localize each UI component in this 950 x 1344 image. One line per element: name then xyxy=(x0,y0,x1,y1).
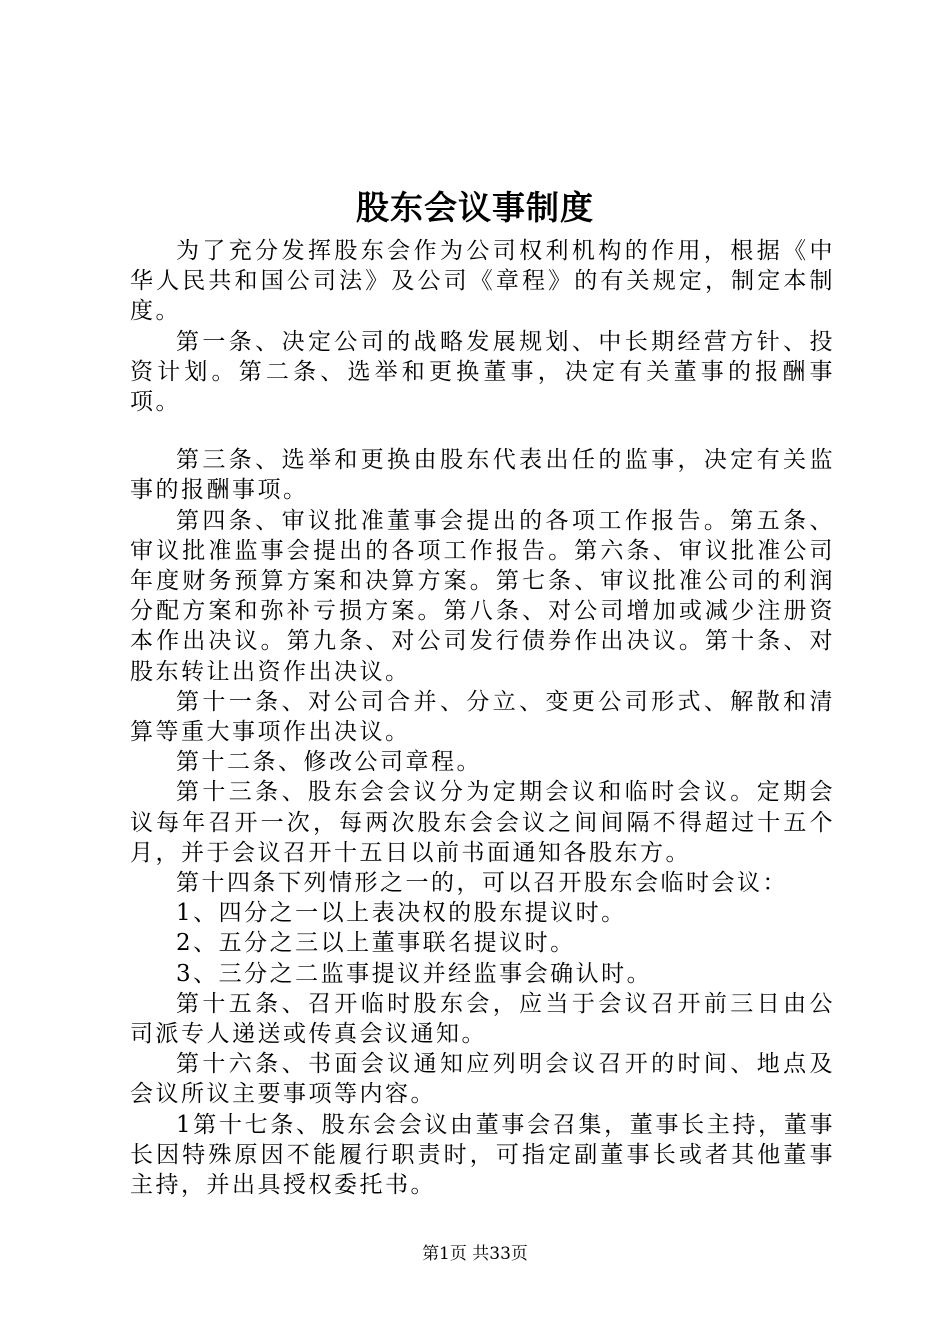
paragraph-article-12: 第十二条、修改公司章程。 xyxy=(176,749,482,776)
paragraph-article-15: 第十五条、召开临时股东会，应当于会议召开前三日由公司派专人递送或传真会议通知。 xyxy=(130,990,835,1048)
list-item-3: 3、三分之二监事提议并经监事会确认时。 xyxy=(176,960,653,987)
paragraph-article-17: 1第十七条、股东会会议由董事会召集，董事长主持，董事长因特殊原因不能履行职责时，可指定副董事长或者其他董事主持，并出具授权委托书。 xyxy=(130,1111,835,1199)
document-body xyxy=(130,236,835,1200)
paragraph-article-16: 第十六条、书面会议通知应列明会议召开的时间、地点及会议所议主要事项等内容。 xyxy=(130,1051,835,1108)
paragraph-article-14: 第十四条下列情形之一的，可以召开股东会临时会议： xyxy=(176,870,788,897)
paragraph-article-13: 第十三条、股东会会议分为定期会议和临时会议。定期会议每年召开一次，每两次股东会会议之间间隔不得超过十五个月，并于会议召开十五日以前书面通知各股东方。 xyxy=(130,779,835,866)
page-number-footer: 第1页 共33页 xyxy=(422,1244,528,1264)
document-title: 股东会议事制度 xyxy=(356,188,594,227)
list-item-2: 2、五分之三以上董事联名提议时。 xyxy=(176,930,576,957)
paragraph-preamble: 为了充分发挥股东会作为公司权利机构的作用，根据《中华人民共和国公司法》及公司《章程》的有关规定，制定本制度。 xyxy=(130,238,835,325)
paragraph-article-3: 第三条、选举和更换由股东代表出任的监事，决定有关监事的报酬事项。 xyxy=(130,447,835,504)
paragraph-article-4-10: 第四条、审议批准董事会提出的各项工作报告。第五条、审议批准监事会提出的各项工作报告。第六条、审议批准公司年度财务预算方案和决算方案。第七条、审议批准公司的利润分配方案和弥补亏损方案。第八条、对公司增加或减少注册资本作出决议。第九条、对公司发行债券作出决议。第十条、对股东转让出资作出决议。 xyxy=(130,507,835,685)
list-item-1: 1、四分之一以上表决权的股东提议时。 xyxy=(176,900,627,927)
paragraph-article-11: 第十一条、对公司合并、分立、变更公司形式、解散和清算等重大事项作出决议。 xyxy=(130,688,835,746)
paragraph-article-1-2: 第一条、决定公司的战略发展规划、中长期经营方针、投资计划。第二条、选举和更换董事，决定有关董事的报酬事项。 xyxy=(130,328,835,416)
